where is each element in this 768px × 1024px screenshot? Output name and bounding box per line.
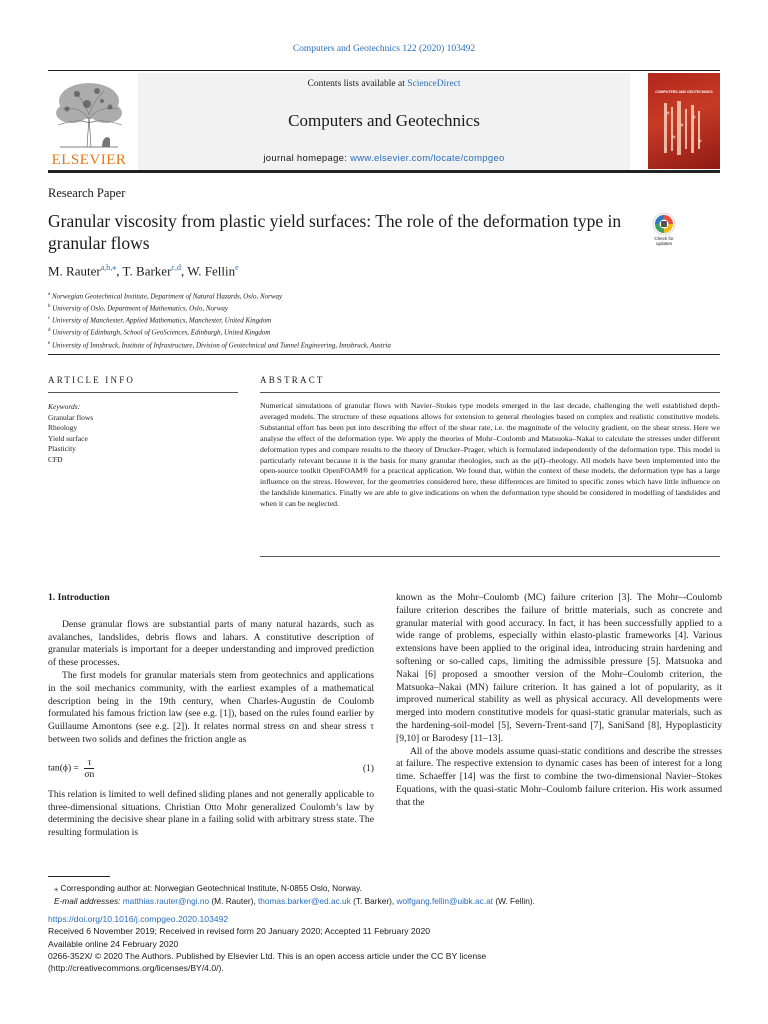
affiliation-text: Norwegian Geotechnical Institute, Department of Natural Hazards, Oslo, Norway <box>51 292 283 301</box>
elsevier-logo <box>48 77 130 171</box>
affiliation-text: University of Innsbruck, Institute of Infrastructure, Division of Geotechnical and Tunnel Engineering, Innsbruck, Austria <box>51 340 391 349</box>
affiliation-text: University of Manchester, Applied Mathematics, Manchester, United Kingdom <box>51 316 272 325</box>
publisher-name: ELSEVIER <box>51 152 127 168</box>
abstract-text: Numerical simulations of granular flows with Navier–Stokes type models emerged in the last decade, challenging the well established depth-averaged models. The structure of these equations allows for extension to general rheologies based on complex and realistic constitutive models. Substantial effort has been put into describing the effect of the shear rate, i.e. the magnitude of the velocity gradient, on the shear stress. Here we analyse the effect of the deformation type. We apply the theories of Mohr–Coulomb and Matsuoka–Nakai to calculate the stresses under different deformation types and compare results to the theory of Drucker–Prager, which is formulated independently of the deformation type. This model is particularly relevant because it is the basis for many granular rheologies, such as the μ(I)–rheology. All models have been implemented into the open-source toolkit OpenFOAM® for a practical application. We found that, within the context of these models, the deformation type has a large influence on the stress. However, for the geometries considered here, these differences are limited to specific zones which have little influence on the landslide kinematics. Finally we are able to give indications on when the deformation type should be considered in modelling of landslides and when it can be neglected. <box>260 401 720 509</box>
journal-citation[interactable]: Computers and Geotechnics 122 (2020) 103492 <box>292 44 476 54</box>
abstract-heading: ABSTRACT <box>260 375 325 385</box>
article-info-heading: ARTICLE INFO <box>48 375 136 385</box>
affiliation-text: University of Oslo, Department of Mathematics, Oslo, Norway <box>52 304 229 313</box>
article-title: Granular viscosity from plastic yield surfaces: The role of the deformation type in granular flows <box>48 211 622 253</box>
email-link[interactable]: wolfgang.fellin@uibk.ac.at <box>396 895 493 906</box>
author-affil-marks[interactable]: a,b,⁎ <box>100 263 117 272</box>
body-paragraph: Dense granular flows are substantial parts of many natural hazards, such as avalanches, landslides, debris flows and lahars. A constitutive description of granular materials is important for a deeper understanding and improved prediction of these processes. <box>48 618 374 669</box>
journal-title: Computers and Geotechnics <box>288 111 480 130</box>
equation-fraction <box>84 757 94 780</box>
elsevier-tree-icon <box>52 79 126 149</box>
footnote-divider <box>48 876 110 877</box>
equation-numerator: τ <box>84 757 94 769</box>
corresponding-author-note: ⁎ Corresponding author at: Norwegian Geotechnical Institute, N-0855 Oslo, Norway. <box>54 883 362 893</box>
affiliation-item <box>48 290 720 302</box>
sciencedirect-link[interactable]: ScienceDirect <box>407 79 461 89</box>
author-list <box>48 263 239 279</box>
license-line: 0266-352X/ © 2020 The Authors. Published by Elsevier Ltd. This is an open access article under the CC BY license <box>48 950 487 961</box>
homepage-link[interactable]: www.elsevier.com/locate/compgeo <box>350 153 505 164</box>
affiliation-item <box>48 302 720 314</box>
affiliation-item <box>48 339 720 351</box>
body-paragraph: known as the Mohr–Coulomb (MC) failure criterion [3]. The Mohr–-Coulomb failure criterion describes the failure of brittle materials, such as concrete and granular material with good accuracy. In fact, it has been successfully applied to a wide range of problems, especially within elasto-plastic frameworks [4]. Various extensions have been applied to the original idea, introducing strain hardening and softening or so-called caps, limiting the admissible pressure [5]. Matsuoka and Nakai [6] proposed a smoother version of the Mohr–Coulomb criterion, the Matsuoka–Nakai (MN) failure criterion. It has gained a lot of popularity, as it improved numerical stability as well as physical accuracy. All developments were merged into modern constitutive models for quasi-static granular materials, such as the hardening-soil-model [5], Severn-Trent-sand [7], SaniSand [8], Hypoplasticity [9,10] or Barodesy [11–13]. <box>396 592 722 744</box>
body-column-left <box>48 592 374 840</box>
email-addresses <box>54 895 714 908</box>
affiliation-list <box>48 290 720 351</box>
license-url[interactable]: (http://creativecommons.org/licenses/BY/4.0/). <box>48 963 224 974</box>
equation-1 <box>48 753 374 783</box>
crossmark-label[interactable]: Check for updates <box>654 236 674 246</box>
equation-lhs: tan(ϕ) = <box>48 762 79 774</box>
contents-prefix: Contents lists available at <box>307 79 408 89</box>
homepage-prefix: journal homepage: <box>263 153 351 164</box>
masthead-center <box>138 73 630 171</box>
body-column-right <box>396 592 722 810</box>
author-name: T. Barker <box>122 263 172 279</box>
author-affil-marks[interactable]: e <box>235 263 239 272</box>
equation-body <box>48 757 94 780</box>
body-paragraph: This relation is limited to well defined sliding planes and not generally applicable to three-dimensional situations. Christian Otto Mohr generalized Coulomb’s law by determining the decisive shear plane in a failing solid with arbitrary stress state. The resulting formulation is <box>48 788 374 839</box>
keyword-item: CFD <box>48 454 63 464</box>
keyword-item: Rheology <box>48 423 78 433</box>
body-paragraph: All of the above models assume quasi-static conditions and describe the stresses at failure. The respective extension to dynamic cases has been of interest for a long time. Schaeffer [14] was the first to combine the two-dimensional Navier–Stokes Equations, with the quasi-static Mohr–Coulomb failure criterion. His work assumed that the <box>396 745 722 808</box>
body-paragraph: The first models for granular materials stem from geotechnics and applications in the soil mechanics community, with the earliest examples of a mathematical description being in the 19th century, when Charles-Augustin de Coulomb formulated his famous friction law (see e.g. [1]), based on the rules found earlier by Guillaume Amontons (see e.g. [2]). It relates normal stress σn and shear stress τ between two solids and defines the friction angle as <box>48 669 374 745</box>
journal-masthead <box>48 70 720 170</box>
cover-graphic-icon <box>660 101 708 157</box>
journal-homepage <box>138 153 630 164</box>
masthead-divider <box>48 170 720 173</box>
author-name: W. Fellin <box>187 263 236 279</box>
affiliation-key: e <box>48 340 51 346</box>
footnote <box>54 882 714 907</box>
email-link[interactable]: matthias.rauter@ngi.no <box>122 895 210 906</box>
email-owner: (W. Fellin). <box>495 895 535 906</box>
keywords-label: Keywords: <box>48 402 81 411</box>
received-dates: Received 6 November 2019; Received in revised form 20 January 2020; Accepted 11 February 2020 <box>48 926 431 937</box>
cover-title: COMPUTERS AND GEOTECHNICS <box>655 90 713 94</box>
affiliation-key: a <box>48 292 51 297</box>
abstract-rule <box>260 392 720 393</box>
email-link[interactable]: thomas.barker@ed.ac.uk <box>257 895 351 906</box>
keyword-item: Plasticity <box>48 444 76 454</box>
equation-label: (1) <box>362 762 374 774</box>
journal-cover[interactable] <box>648 73 720 169</box>
doi-link[interactable]: https://doi.org/10.1016/j.compgeo.2020.103492 <box>48 914 229 924</box>
affiliation-text: University of Edinburgh, School of GeoSciences, Edinburgh, United Kingdom <box>52 328 271 337</box>
email-owner: (T. Barker), <box>353 895 395 906</box>
contents-line <box>138 79 630 89</box>
available-online: Available online 24 February 2020 <box>48 938 179 949</box>
article-type: Research Paper <box>48 186 126 200</box>
section-title: 1. Introduction <box>48 592 110 603</box>
affiliation-key: c <box>48 316 51 322</box>
crossmark-icon[interactable] <box>648 212 680 252</box>
article-info-rule <box>48 392 238 393</box>
equation-denominator: σn <box>84 768 95 780</box>
affiliation-key: b <box>48 304 51 310</box>
author-separator: , <box>180 263 188 279</box>
affiliation-item <box>48 326 720 338</box>
publication-info <box>48 913 720 974</box>
abstract-bottom-rule <box>260 556 720 557</box>
affiliation-item <box>48 314 720 326</box>
author-affil-marks[interactable]: c,d <box>171 263 181 272</box>
keywords-block <box>48 402 93 466</box>
author-separator: , <box>116 263 123 279</box>
affiliation-key: d <box>48 328 51 334</box>
author-name: M. Rauter <box>48 263 101 279</box>
email-label: E-mail addresses: <box>54 895 121 906</box>
header-divider <box>48 354 720 355</box>
keyword-item: Yield surface <box>48 433 88 443</box>
email-owner: (M. Rauter), <box>211 895 256 906</box>
keyword-item: Granular flows <box>48 412 94 422</box>
